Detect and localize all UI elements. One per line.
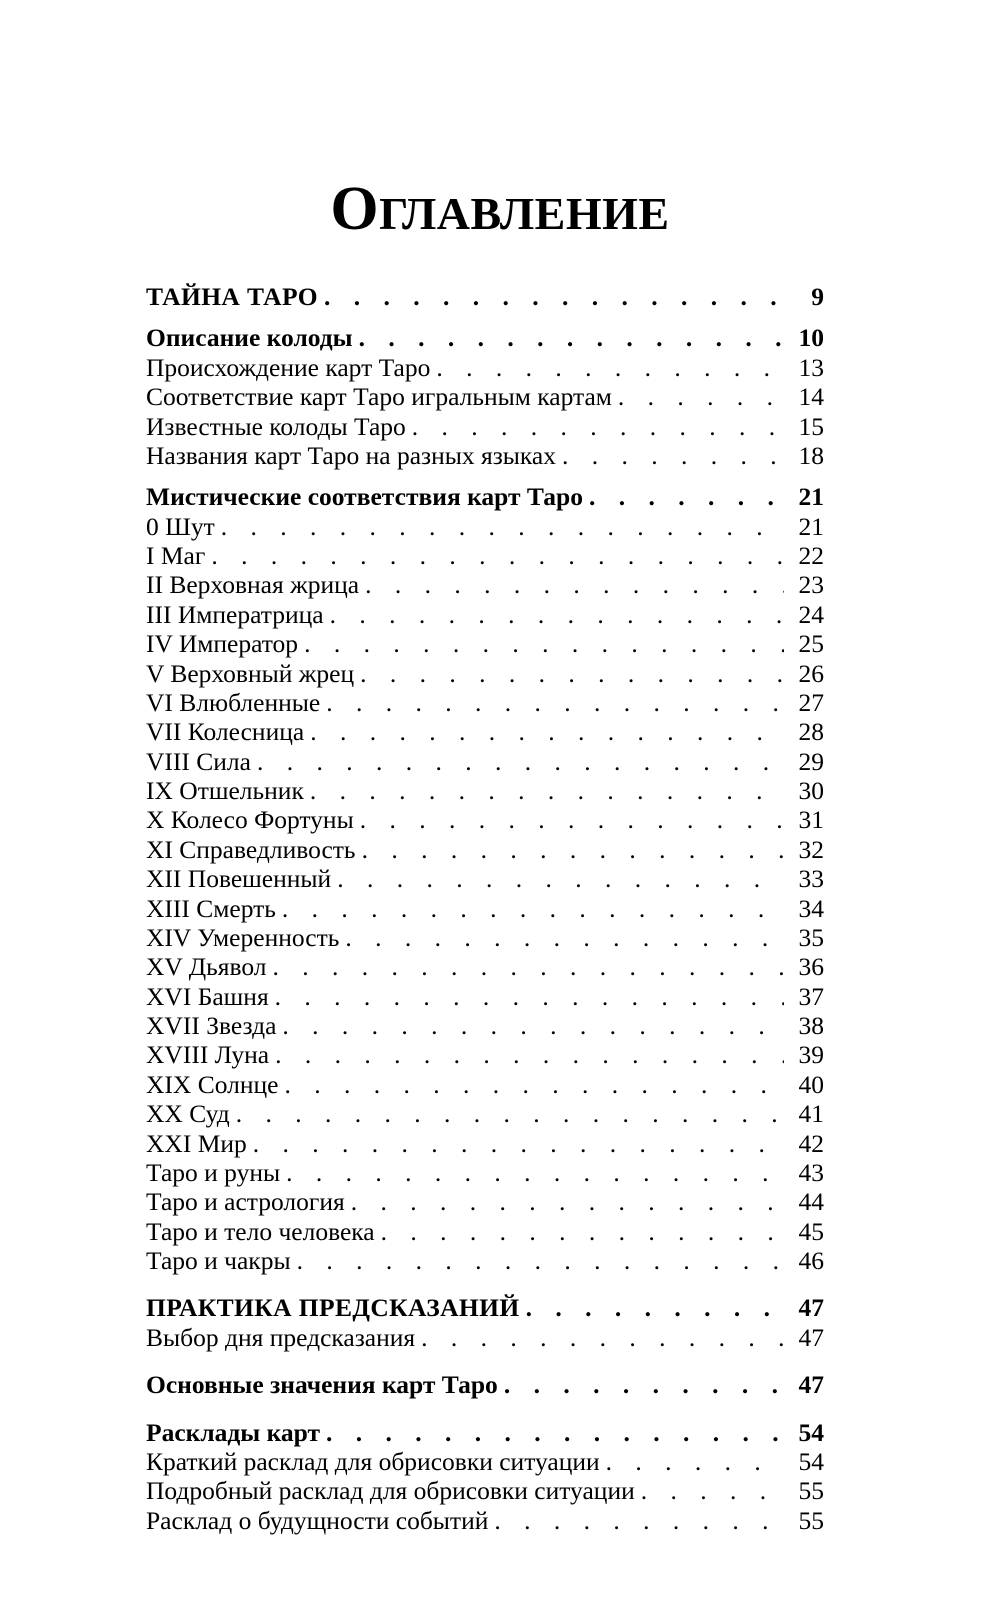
toc-entry[interactable] — [146, 1129, 824, 1158]
toc-entry-label: XV Дьявол — [146, 952, 267, 982]
toc-entry[interactable] — [146, 1476, 824, 1505]
toc-entry[interactable] — [146, 282, 824, 311]
toc-entry-label: XII Повешенный — [146, 864, 332, 894]
toc-entry[interactable] — [146, 1158, 824, 1187]
toc-entry-page-number: 41 — [798, 1099, 824, 1129]
toc-entry-page-number: 38 — [798, 1011, 824, 1040]
toc-entry-label: VI Влюбленные — [146, 687, 321, 717]
toc-leader-dots — [436, 355, 784, 381]
toc-entry[interactable] — [146, 776, 824, 805]
toc-entry[interactable] — [146, 441, 824, 470]
toc-entry-label: Основные значения карт Таро — [146, 1370, 498, 1400]
toc-entry[interactable] — [146, 353, 824, 382]
toc-entry-label: IX Отшельник — [146, 776, 304, 805]
toc-leader-dots — [253, 1131, 784, 1157]
toc-entry[interactable] — [146, 1099, 824, 1128]
toc-entry[interactable] — [146, 1217, 824, 1246]
toc-entry[interactable] — [146, 629, 824, 658]
toc-leader-dots — [284, 1072, 784, 1098]
toc-leader-dots — [257, 749, 784, 775]
toc-entry-label: Таро и тело человека — [146, 1216, 375, 1246]
toc-entry-page-number: 27 — [798, 687, 824, 717]
page-title-rest: ГЛАВЛЕНИЕ — [379, 188, 670, 239]
toc-entry-page-number: 40 — [798, 1069, 824, 1099]
toc-leader-dots — [273, 954, 784, 980]
toc-entry-label: XIII Смерть — [146, 893, 276, 923]
toc-spacer — [146, 1400, 824, 1418]
toc-entry-label: XVII Звезда — [146, 1011, 277, 1040]
toc-entry[interactable] — [146, 1370, 824, 1399]
toc-entry[interactable] — [146, 864, 824, 893]
toc-entry[interactable] — [146, 747, 824, 776]
toc-entry-page-number: 28 — [798, 717, 824, 747]
toc-leader-dots — [236, 1101, 784, 1127]
toc-entry-page-number: 54 — [798, 1417, 824, 1447]
toc-entry-label: V Верховный жрец — [146, 658, 355, 688]
toc-entry-page-number: 14 — [798, 382, 824, 412]
toc-entry-page-number: 55 — [798, 1505, 824, 1535]
toc-leader-dots — [275, 1042, 784, 1068]
toc-entry-page-number: 21 — [798, 511, 824, 541]
toc-entry-label: Таро и чакры — [146, 1246, 291, 1275]
toc-entry[interactable] — [146, 482, 824, 511]
toc-leader-dots — [326, 1420, 784, 1446]
toc-entry-label: Расклады карт — [146, 1417, 321, 1447]
toc-leader-dots — [282, 1013, 784, 1039]
toc-leader-dots — [324, 284, 784, 310]
toc-entry-page-number: 24 — [798, 599, 824, 629]
toc-leader-dots — [641, 1478, 784, 1504]
toc-entry[interactable] — [146, 1447, 824, 1476]
toc-leader-dots — [362, 837, 784, 863]
toc-entry-page-number: 22 — [798, 541, 824, 570]
toc-entry-label: Происхождение карт Таро — [146, 352, 431, 382]
toc-leader-dots — [526, 1295, 784, 1321]
toc-leader-dots — [351, 1189, 784, 1215]
toc-leader-dots — [310, 719, 784, 745]
toc-entry[interactable] — [146, 1506, 824, 1535]
toc-leader-dots — [421, 1325, 784, 1351]
toc-entry-page-number: 33 — [798, 864, 824, 894]
toc-entry[interactable] — [146, 923, 824, 952]
toc-entry[interactable] — [146, 512, 824, 541]
toc-entry-label: Названия карт Таро на разных языках — [146, 440, 557, 470]
toc-leader-dots — [606, 1449, 784, 1475]
toc-entry-page-number: 47 — [798, 1370, 824, 1400]
toc-entry-label: 0 Шут — [146, 511, 215, 541]
toc-leader-dots — [282, 896, 784, 922]
toc-entry[interactable] — [146, 717, 824, 746]
toc-leader-dots — [297, 1248, 784, 1274]
toc-entry-page-number: 26 — [798, 658, 824, 688]
toc-leader-dots — [412, 414, 784, 440]
toc-entry-page-number: 10 — [798, 323, 824, 353]
toc-entry-page-number: 36 — [798, 952, 824, 982]
toc-entry-label: ПРАКТИКА ПРЕДСКАЗАНИЙ — [146, 1293, 520, 1323]
toc-spacer — [146, 1275, 824, 1293]
toc-entry-label: I Маг — [146, 541, 206, 570]
toc-entry[interactable] — [146, 688, 824, 717]
toc-entry-page-number: 45 — [798, 1216, 824, 1246]
toc-entry[interactable] — [146, 323, 824, 352]
toc-entry-page-number: 23 — [798, 570, 824, 600]
toc-entry[interactable] — [146, 541, 824, 570]
toc-entry-label: IV Император — [146, 629, 299, 659]
toc-entry-page-number: 29 — [798, 746, 824, 776]
toc-entry-label: Таро и астрология — [146, 1187, 345, 1217]
toc-leader-dots — [504, 1372, 784, 1398]
toc-entry-page-number: 42 — [798, 1128, 824, 1158]
toc-entry-label: Соответствие карт Таро игральным картам — [146, 382, 612, 412]
toc-entry-label: II Верховная жрица — [146, 570, 360, 600]
toc-entry[interactable] — [146, 835, 824, 864]
toc-entry-page-number: 15 — [798, 411, 824, 441]
toc-leader-dots — [275, 984, 784, 1010]
page-title-first-letter: О — [330, 175, 380, 243]
toc-leader-dots — [494, 1508, 784, 1534]
toc-entry-page-number: 39 — [798, 1040, 824, 1070]
toc-leader-dots — [326, 690, 784, 716]
toc-entry-page-number: 18 — [798, 440, 824, 470]
toc-leader-dots — [337, 866, 784, 892]
toc-leader-dots — [360, 661, 784, 687]
toc-entry-label: Мистические соответствия карт Таро — [146, 482, 583, 512]
toc-entry-label: Выбор дня предсказания — [146, 1322, 416, 1352]
toc-entry[interactable] — [146, 1011, 824, 1040]
toc-entry-page-number: 55 — [798, 1476, 824, 1506]
toc-entry[interactable] — [146, 894, 824, 923]
toc-entry[interactable] — [146, 412, 824, 441]
toc-entry-label: VII Колесница — [146, 717, 305, 747]
toc-entry-label: XI Справедливость — [146, 834, 356, 864]
toc-entry-page-number: 21 — [798, 482, 824, 512]
toc-entry[interactable] — [146, 570, 824, 599]
toc-entry[interactable] — [146, 805, 824, 834]
toc-entry[interactable] — [146, 1070, 824, 1099]
toc-entry[interactable] — [146, 1323, 824, 1352]
table-of-contents — [146, 282, 824, 1535]
toc-entry-page-number: 13 — [798, 352, 824, 382]
toc-entry[interactable] — [146, 982, 824, 1011]
toc-entry-page-number: 34 — [798, 893, 824, 923]
toc-entry-label: Расклад о будущности событий — [146, 1505, 489, 1535]
toc-entry-label: XIX Солнце — [146, 1069, 279, 1099]
toc-leader-dots — [360, 807, 784, 833]
toc-entry[interactable] — [146, 659, 824, 688]
toc-leader-dots — [310, 778, 784, 804]
toc-entry-label: Подробный расклад для обрисовки ситуации — [146, 1476, 635, 1506]
toc-leader-dots — [304, 631, 784, 657]
toc-entry-page-number: 37 — [798, 981, 824, 1011]
toc-entry-label: XX Суд — [146, 1099, 230, 1129]
toc-entry-page-number: 47 — [798, 1293, 824, 1323]
toc-entry-label: XVIII Луна — [146, 1040, 270, 1070]
toc-entry-label: Описание колоды — [146, 323, 353, 353]
toc-entry-page-number: 46 — [798, 1246, 824, 1275]
toc-leader-dots — [211, 543, 784, 569]
toc-spacer — [146, 1352, 824, 1370]
toc-entry-label: III Императрица — [146, 599, 324, 629]
toc-entry-page-number: 44 — [798, 1187, 824, 1217]
toc-entry-page-number: 35 — [798, 922, 824, 952]
toc-entry-page-number: 31 — [798, 805, 824, 835]
toc-entry-label: X Колесо Фортуны — [146, 805, 354, 835]
toc-spacer — [146, 311, 824, 323]
toc-entry-page-number: 25 — [798, 629, 824, 659]
page-title — [0, 175, 1000, 243]
toc-leader-dots — [618, 384, 784, 410]
toc-entry-page-number: 30 — [798, 776, 824, 805]
toc-leader-dots — [381, 1219, 784, 1245]
toc-leader-dots — [589, 484, 784, 510]
toc-entry[interactable] — [146, 600, 824, 629]
toc-entry-label: Таро и руны — [146, 1157, 281, 1187]
toc-entry-page-number: 43 — [798, 1157, 824, 1187]
toc-entry-page-number: 32 — [798, 834, 824, 864]
toc-leader-dots — [286, 1160, 784, 1186]
toc-leader-dots — [562, 443, 784, 469]
toc-entry[interactable] — [146, 382, 824, 411]
toc-entry[interactable] — [146, 952, 824, 981]
toc-entry-label: ТАЙНА ТАРО — [146, 282, 319, 311]
toc-entry-label: Известные колоды Таро — [146, 411, 406, 441]
toc-entry-label: Краткий расклад для обрисовки ситуации — [146, 1446, 600, 1476]
toc-entry-page-number: 54 — [798, 1446, 824, 1476]
toc-leader-dots — [359, 325, 784, 351]
toc-entry[interactable] — [146, 1293, 824, 1322]
toc-entry[interactable] — [146, 1187, 824, 1216]
toc-leader-dots — [345, 925, 784, 951]
toc-entry-page-number: 47 — [798, 1322, 824, 1352]
toc-entry[interactable] — [146, 1040, 824, 1069]
toc-entry-label: XIV Умеренность — [146, 922, 340, 952]
toc-leader-dots — [221, 514, 784, 540]
toc-entry-label: XVI Башня — [146, 981, 269, 1011]
toc-leader-dots — [330, 602, 784, 628]
toc-entry[interactable] — [146, 1418, 824, 1447]
toc-entry-label: XXI Мир — [146, 1128, 247, 1158]
toc-leader-dots — [365, 572, 784, 598]
toc-entry[interactable] — [146, 1246, 824, 1275]
toc-entry-page-number: 9 — [811, 282, 824, 311]
toc-entry-label: VIII Сила — [146, 746, 251, 776]
toc-spacer — [146, 470, 824, 482]
